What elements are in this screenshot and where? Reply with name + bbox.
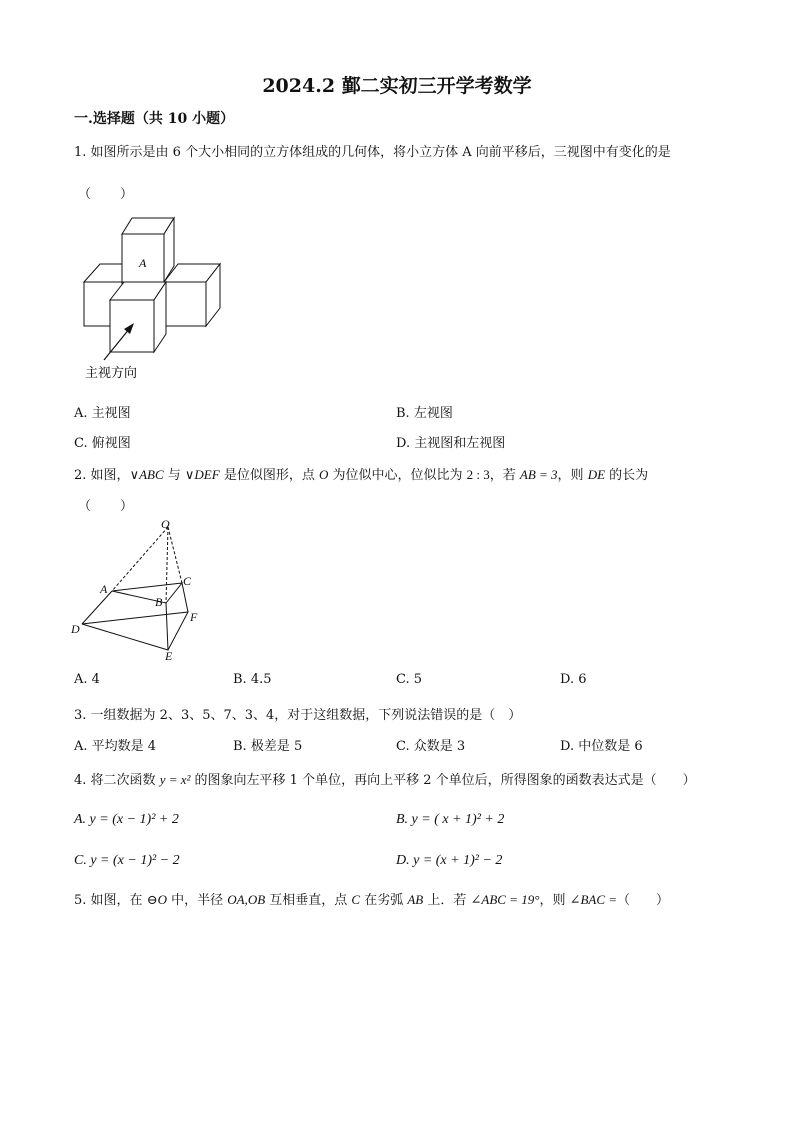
q2-option-c[interactable]: C. 5 <box>396 672 423 687</box>
q1-option-d[interactable]: D. 主视图和左视图 <box>396 436 506 451</box>
q4-text: 的图象向左平移 1 个单位，再向上平移 2 个单位后，所得图象的函数表达式是（ ） <box>190 773 696 788</box>
q2-option-d[interactable]: D. 6 <box>560 672 587 687</box>
cube-a-label: A <box>139 256 147 270</box>
q3-option-c[interactable]: C. 众数是 3 <box>396 739 466 754</box>
q5-text: 中，半径 <box>166 893 228 908</box>
q2-text: ，若 <box>489 468 520 483</box>
q4-option-d[interactable]: D. y = (x + 1)² − 2 <box>396 853 503 868</box>
cubes-figure <box>76 212 236 390</box>
q1-option-c[interactable]: C. 俯视图 <box>74 436 131 451</box>
question-4-number: 4. <box>74 773 87 788</box>
q2-text: 的长为 <box>605 468 649 483</box>
question-2 <box>74 464 648 483</box>
q5-arc: AB <box>407 892 424 907</box>
question-4 <box>74 769 696 788</box>
label-d: D <box>71 622 80 636</box>
q2-text: 如图， <box>90 468 130 483</box>
q2-triangle-abc: ∨ABC <box>129 467 164 482</box>
q3-option-a[interactable]: A. 平均数是 4 <box>74 739 157 754</box>
q2-triangle-def: ∨DEF <box>184 467 220 482</box>
line-b-e <box>166 603 168 650</box>
page-title: 2024.2 鄞二实初三开学考数学 <box>262 75 532 97</box>
q5-point-c: C <box>351 892 361 907</box>
q5-angle-abc: ∠ABC = 19° <box>470 892 540 907</box>
question-5 <box>74 889 669 908</box>
q4-option-c[interactable]: C. y = (x − 1)² − 2 <box>74 853 180 868</box>
q3-option-b[interactable]: B. 极差是 5 <box>233 739 303 754</box>
cube-right-front <box>164 282 206 326</box>
q2-de: DE <box>587 467 606 482</box>
homothety-figure <box>68 515 208 665</box>
question-3 <box>74 704 521 723</box>
q5-text: 在劣弧 <box>360 893 408 908</box>
q2-text: 是位似图形，点 <box>219 468 319 483</box>
question-5-number: 5. <box>74 893 87 908</box>
q2-ab-equation: AB = 3 <box>519 467 558 482</box>
label-e: E <box>165 649 173 663</box>
q4-function: y = x² <box>159 772 191 787</box>
question-1-text: 如图所示是由 6 个大小相同的立方体组成的几何体，将小立方体 A 向前平移后，三视图中有变化的是 <box>90 145 671 160</box>
q4-option-a[interactable]: A. y = (x − 1)² + 2 <box>74 812 179 827</box>
label-f: F <box>190 610 198 624</box>
label-b: B <box>155 595 163 609</box>
triangle-abc <box>112 583 182 603</box>
question-1 <box>74 141 671 160</box>
q2-text: ，则 <box>557 468 588 483</box>
section-heading: 一.选择题（共 10 小题） <box>74 111 235 127</box>
label-o: O <box>161 517 170 531</box>
q2-option-a[interactable]: A. 4 <box>74 672 100 687</box>
q5-text: 互相垂直，点 <box>265 893 352 908</box>
line-o-b <box>166 527 168 603</box>
q4-option-b[interactable]: B. y = ( x + 1)² + 2 <box>396 812 505 827</box>
q2-ratio: 2 : 3 <box>466 467 490 482</box>
q3-option-d[interactable]: D. 中位数是 6 <box>560 739 643 754</box>
line-o-c <box>168 527 182 583</box>
q2-option-b[interactable]: B. 4.5 <box>233 672 272 687</box>
q2-point-o: O <box>318 467 329 482</box>
q5-circle: ⊖O <box>146 892 167 907</box>
line-a-d <box>82 591 112 624</box>
question-1-number: 1. <box>74 145 87 160</box>
question-2-paren: （ ） <box>78 499 135 514</box>
question-2-number: 2. <box>74 468 87 483</box>
q5-radii: OA,OB <box>227 892 266 907</box>
view-direction-caption: 主视方向 <box>85 366 138 381</box>
question-1-paren: （ ） <box>78 187 135 202</box>
label-c: C <box>183 574 192 588</box>
q2-text: 与 <box>163 468 185 483</box>
q5-angle-bac: ∠BAC = <box>569 892 618 907</box>
label-a: A <box>100 582 108 596</box>
q4-text: 将二次函数 <box>90 773 160 788</box>
q2-text: 为位似中心，位似比为 <box>328 468 467 483</box>
q1-option-a[interactable]: A. 主视图 <box>74 406 131 421</box>
question-3-text: 一组数据为 2、3、5、7、3、4，对于这组数据，下列说法错误的是（ ） <box>90 708 522 723</box>
q5-text: 如图，在 <box>90 893 147 908</box>
line-o-a <box>112 527 168 591</box>
triangle-def <box>82 612 188 650</box>
q5-text: ，则 <box>539 893 570 908</box>
q5-text: 上．若 <box>423 893 471 908</box>
q5-text: （ ） <box>617 893 670 908</box>
q1-option-b[interactable]: B. 左视图 <box>396 406 453 421</box>
question-3-number: 3. <box>74 708 87 723</box>
